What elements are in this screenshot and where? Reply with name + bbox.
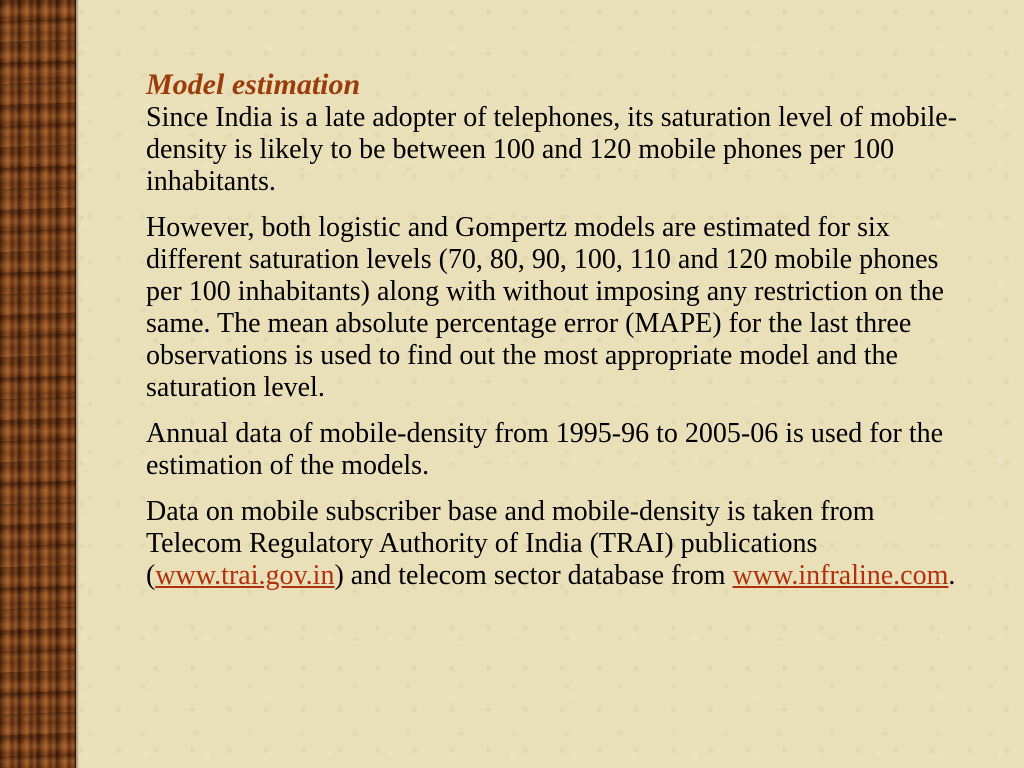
slide-title: Model estimation <box>146 68 361 101</box>
wood-border-strip <box>0 0 76 768</box>
sources-text-before: Data on mobile subscriber base and mobile-density is taken from Telecom Regulatory Authority of India (TRAI) publications ( <box>146 496 875 591</box>
paragraph-annual-data: Annual data of mobile-density from 1995-96 to 2005-06 is used for the estimation of the models. <box>146 418 944 481</box>
trai-link[interactable]: www.trai.gov.in <box>155 560 335 591</box>
paragraph-models: However, both logistic and Gompertz models are estimated for six different saturation levels (70, 80, 90, 100, 110 and 120 mobile phones per 100 inhabitants) along with without imposing any restriction on the same. The mean absolute percentage error (MAPE) for the last three observations is used to find out the most appropriate model and the saturation level. <box>146 212 944 403</box>
sources-text-between: ) and telecom sector database from <box>334 560 733 591</box>
sources-text-after: . <box>948 560 956 591</box>
infraline-link[interactable]: www.infraline.com <box>732 560 949 591</box>
slide-content <box>146 68 966 606</box>
paragraph-saturation: Since India is a late adopter of telephones, its saturation level of mobile-density is likely to be between 100 and 120 mobile phones per 100 inhabitants. <box>146 102 957 197</box>
paragraph-data-sources <box>146 496 966 592</box>
